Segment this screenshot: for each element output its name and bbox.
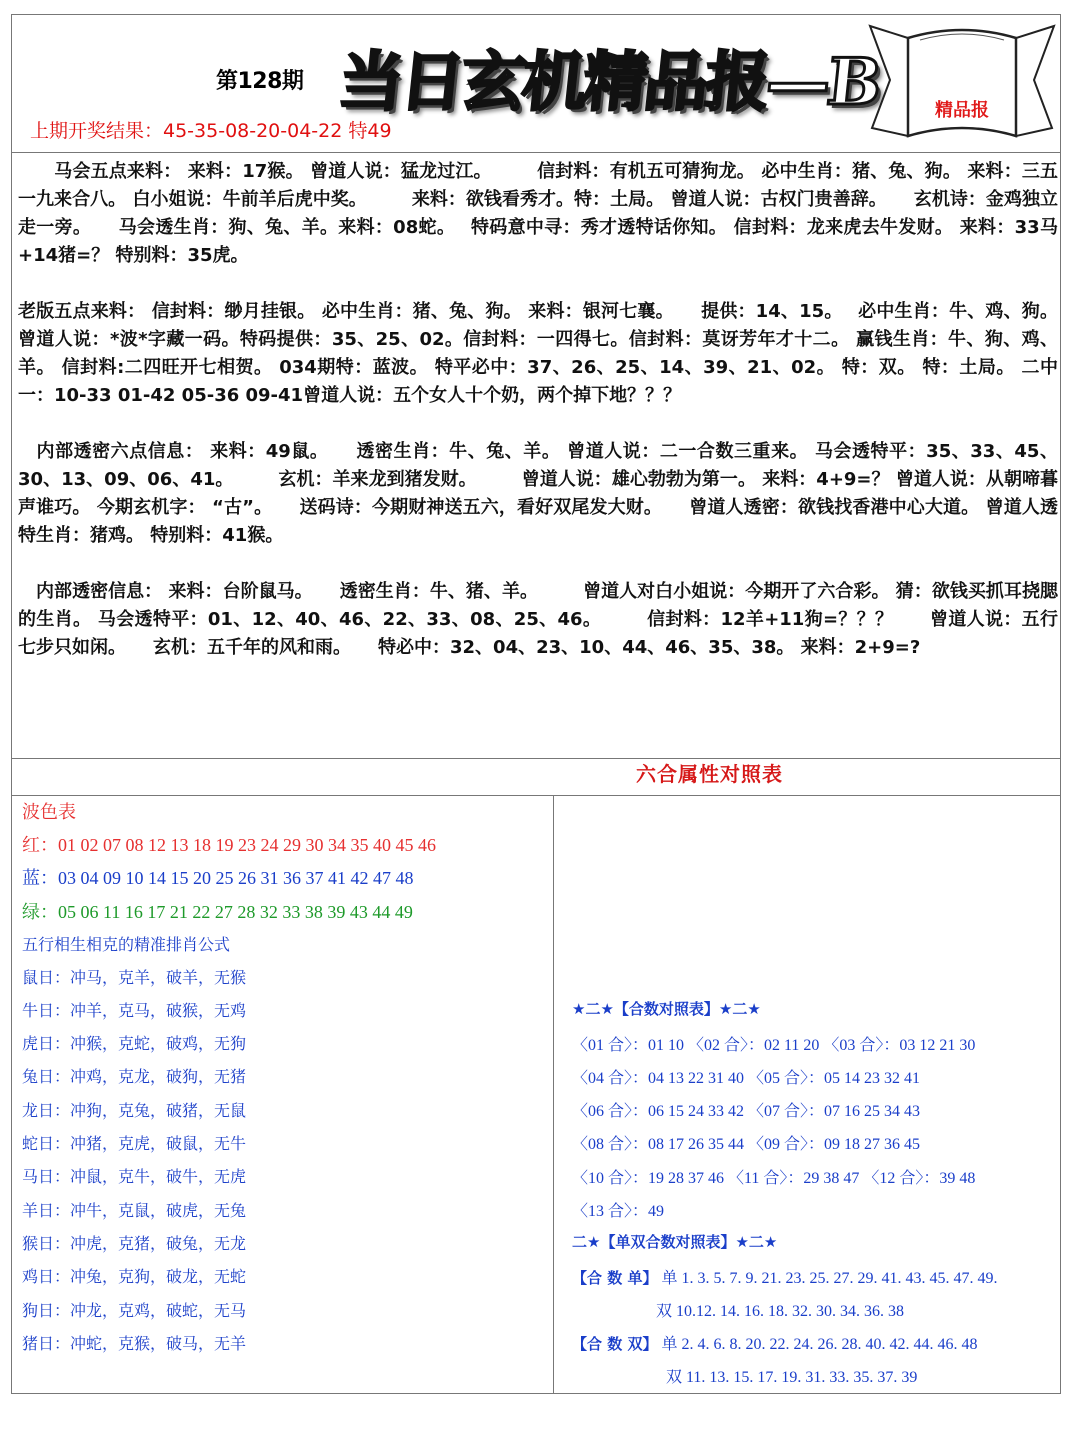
even-sum-label: 【合 数 双】 (572, 1335, 658, 1353)
paragraph-1: 马会五点来料： 来料：17猴。 曾道人说：猛龙过江。 信封料：有机五可猜狗龙。 必中生肖：猪、兔、狗。 来料：三五一九来合八。 白小姐说：牛前羊后虎中奖。 来料：欲钱看秀才。特：土局。 曾道人说：古权门贵善辞。 玄机诗：金鸡独立走一旁。 马会透生肖：狗、兔、羊。来料：08蛇。 特码意中寻：秀才透特话你知。 信封料：龙来虎去牛发财。 来料：33马+14猪=？ 特别料：35虎。 (18, 161, 1058, 266)
wuxing-row: 龙日：冲狗，克兔，破猪，无鼠 (22, 1101, 247, 1120)
sum-row: 〈13 合〉：49 (572, 1203, 665, 1220)
wuxing-row: 鼠日：冲马，克羊，破羊，无猴 (22, 968, 247, 987)
even-sum-double: 双 11. 13. 15. 17. 19. 31. 33. 35. 37. 39 (666, 1369, 918, 1386)
paragraph-4: 内部透密信息： 来料：台阶鼠马。 透密生肖：牛、猪、羊。 曾道人对白小姐说：今期开了六合彩。 猜：欲钱买抓耳挠腮的生肖。 马会透特平：01、12、40、46、22、33、08、25、46。 信封料：12羊+11狗=？？？ 曾道人说：五行七步只如闲。 玄机：五千年的风和雨。 特必中：32、04、23、10、44、46、35、38。 来料：2+9=? (18, 581, 1058, 658)
sum-row: 〈06 合〉：06 15 24 33 42 〈07 合〉：07 16 25 34 43 (572, 1103, 921, 1120)
odd-sum-label: 【合 数 单】 (572, 1269, 658, 1287)
scroll-banner-icon (862, 18, 1062, 143)
section-divider (11, 758, 1061, 759)
sum-row: 〈10 合〉：19 28 37 46 〈11 合〉：29 38 47 〈12 合〉：39 48 (572, 1170, 976, 1187)
header-divider (11, 152, 1061, 153)
wuxing-row: 狗日：冲龙，克鸡，破蛇，无马 (22, 1301, 247, 1320)
wave-table-title: 波色表 (22, 802, 76, 823)
wave-blue-row: 蓝：03 04 09 10 14 15 20 25 26 31 36 37 41 42 47 48 (22, 868, 414, 888)
banner-title: 当日玄机精品报—B (335, 45, 883, 120)
wuxing-row: 虎日：冲猴，克蛇，破鸡，无狗 (22, 1034, 247, 1053)
odd-even-title: 二★【单双合数对照表】★二★ (572, 1233, 778, 1251)
wuxing-row: 马日：冲鼠，克牛，破牛，无虎 (22, 1167, 247, 1186)
even-sum-row (572, 1331, 977, 1354)
badge-label: 精品报 (935, 100, 989, 121)
wuxing-row: 蛇日：冲猪，克虎，破鼠，无牛 (22, 1134, 247, 1153)
main-content (18, 158, 1058, 662)
wuxing-row: 羊日：冲牛，克鼠，破虎，无兔 (22, 1201, 247, 1220)
wuxing-row: 牛日：冲羊，克马，破猴，无鸡 (22, 1001, 247, 1020)
wuxing-title: 五行相生相克的精准排肖公式 (22, 935, 231, 954)
badge (862, 18, 1062, 143)
odd-sum-row (572, 1265, 997, 1288)
even-sum-single: 单 2. 4. 6. 8. 20. 22. 24. 26. 28. 40. 42. 44. 46. 48 (661, 1336, 978, 1353)
paragraph-3: 内部透密六点信息： 来料：49鼠。 透密生肖：牛、兔、羊。 曾道人说：二一合数三重来。 马会透特平：35、33、45、30、13、09、06、41。 玄机：羊来龙到猪发财。 曾道人说：雄心勃勃为第一。 来料：4+9=？ 曾道人说：从朝啼暮声谁巧。 今期玄机字： “古”。 送码诗：今期财神送五六，看好双尾发大财。 曾道人透密：欲钱找香港中心大道。 曾道人透特生肖：猪鸡。 特别料：41猴。 (18, 441, 1058, 546)
wave-red-row: 红：01 02 07 08 12 13 18 19 23 24 29 30 34 35 40 45 46 (22, 835, 436, 855)
sum-row: 〈04 合〉：04 13 22 31 40 〈05 合〉：05 14 23 32 41 (572, 1070, 921, 1087)
sum-table-title: ★二★【合数对照表】★二★ (572, 1000, 761, 1018)
odd-sum-single: 单 1. 3. 5. 7. 9. 21. 23. 25. 27. 29. 41. 43. 45. 47. 49. (661, 1270, 998, 1287)
wuxing-row: 兔日：冲鸡，克龙，破狗，无猪 (22, 1067, 247, 1086)
sum-row: 〈01 合〉：01 10 〈02 合〉：02 11 20 〈03 合〉：03 12 21 30 (572, 1037, 976, 1054)
wave-green-row: 绿：05 06 11 16 17 21 22 27 28 32 33 38 39 43 44 49 (22, 902, 413, 922)
last-result: 上期开奖结果：45-35-08-20-04-22 特49 (30, 120, 392, 142)
wuxing-row: 猴日：冲虎，克猪，破兔，无龙 (22, 1234, 247, 1253)
sum-row: 〈08 合〉：08 17 26 35 44 〈09 合〉：09 18 27 36 45 (572, 1136, 921, 1153)
column-divider (553, 796, 554, 1394)
issue-number: 第128期 (216, 69, 304, 94)
table-top-divider (11, 795, 1061, 796)
paragraph-2: 老版五点来料： 信封料：缈月挂银。 必中生肖：猪、兔、狗。 来料：银河七襄。 提供：14、15。 必中生肖：牛、鸡、狗。 曾道人说：*波*字藏一码。特码提供：35、25、02。信封料：一四得七。信封料：莫讶芳年才十二。 赢钱生肖：牛、狗、鸡、羊。 信封料:二四旺开七相贺。 034期特：蓝波。 特平必中：37、26、25、14、39、21、02。 特：双。 特：土局。 二中一：10-33 01-42 05-36 09-41曾道人说：五个女人十个奶，两个掉下地？？？ (18, 301, 1058, 406)
banner (335, 30, 883, 124)
wuxing-row: 鸡日：冲兔，克狗，破龙，无蛇 (22, 1267, 247, 1286)
odd-sum-double: 双 10.12. 14. 16. 18. 32. 30. 34. 36. 38 (656, 1303, 905, 1320)
wuxing-row: 猪日：冲蛇，克猴，破马，无羊 (22, 1334, 247, 1353)
compare-table-title: 六合属性对照表 (636, 762, 783, 786)
